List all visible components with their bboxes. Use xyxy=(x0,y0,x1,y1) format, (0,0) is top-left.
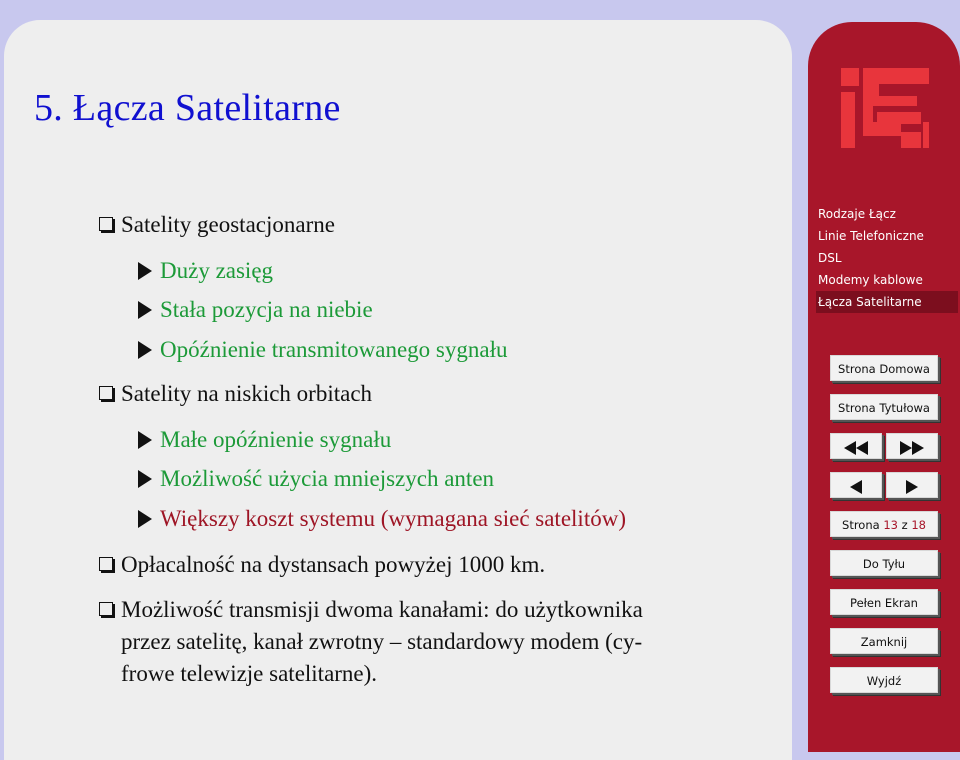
bullet-item: Satelity geostacjonarne xyxy=(121,212,335,237)
page-total: 18 xyxy=(911,518,926,532)
double-left-arrow-icon xyxy=(844,441,868,455)
square-bullet-icon xyxy=(99,217,113,231)
sub-bullet-item: Opóźnienie transmitowanego sygnału xyxy=(160,337,508,362)
close-button[interactable]: Zamknij xyxy=(830,628,938,654)
double-right-arrow-icon xyxy=(900,441,924,455)
sub-bullet-item: Małe opóźnienie sygnału xyxy=(160,427,392,452)
back-button[interactable]: Do Tyłu xyxy=(830,550,938,576)
nav-link-satelitarne[interactable]: Łącza Satelitarne xyxy=(816,291,958,313)
prev-page-button[interactable] xyxy=(830,472,882,498)
sub-bullet-item: Większy koszt systemu (wymagana sieć satelitów) xyxy=(160,506,626,531)
page-separator: z xyxy=(901,518,908,532)
last-page-button[interactable] xyxy=(886,433,938,459)
triangle-bullet-icon xyxy=(138,341,152,359)
triangle-bullet-icon xyxy=(138,510,152,528)
bullet-item-line: Możliwość transmisji dwoma kanałami: do użytkownika xyxy=(121,597,643,622)
triangle-bullet-icon xyxy=(138,301,152,319)
left-arrow-icon xyxy=(850,480,862,494)
triangle-bullet-icon xyxy=(138,470,152,488)
right-arrow-icon xyxy=(906,480,918,494)
page-prefix: Strona xyxy=(842,518,880,532)
next-page-button[interactable] xyxy=(886,472,938,498)
sub-bullet-item: Stała pozycja na niebie xyxy=(160,297,373,322)
page-indicator xyxy=(830,511,938,537)
nav-link-linie[interactable]: Linie Telefoniczne xyxy=(818,229,924,243)
bullet-item-line: przez satelitę, kanał zwrotny – standardowy modem (cy- xyxy=(121,629,643,654)
slide-title: 5. Łącza Satelitarne xyxy=(34,87,341,129)
square-bullet-icon xyxy=(99,386,113,400)
fullscreen-button[interactable]: Pełen Ekran xyxy=(830,589,938,615)
exit-button[interactable]: Wyjdź xyxy=(830,667,938,693)
bullet-item: Opłacalność na dystansach powyżej 1000 km. xyxy=(121,552,546,577)
sub-bullet-item: Możliwość użycia mniejszych anten xyxy=(160,466,495,491)
bullet-item-line: frowe telewizje satelitarne). xyxy=(121,661,378,686)
nav-link-modemy[interactable]: Modemy kablowe xyxy=(818,273,923,287)
isi-logo xyxy=(839,66,931,158)
nav-link-rodzaje[interactable]: Rodzaje Łącz xyxy=(818,207,896,221)
first-page-button[interactable] xyxy=(830,433,882,459)
home-page-button[interactable]: Strona Domowa xyxy=(830,355,938,381)
page-current: 13 xyxy=(883,518,898,532)
title-page-button[interactable]: Strona Tytułowa xyxy=(830,394,938,420)
square-bullet-icon xyxy=(99,557,113,571)
nav-link-dsl[interactable]: DSL xyxy=(818,251,842,265)
section-nav xyxy=(818,203,958,313)
sub-bullet-item: Duży zasięg xyxy=(160,258,274,283)
triangle-bullet-icon xyxy=(138,262,152,280)
triangle-bullet-icon xyxy=(138,431,152,449)
square-bullet-icon xyxy=(99,602,113,616)
bullet-item: Satelity na niskich orbitach xyxy=(121,381,373,406)
